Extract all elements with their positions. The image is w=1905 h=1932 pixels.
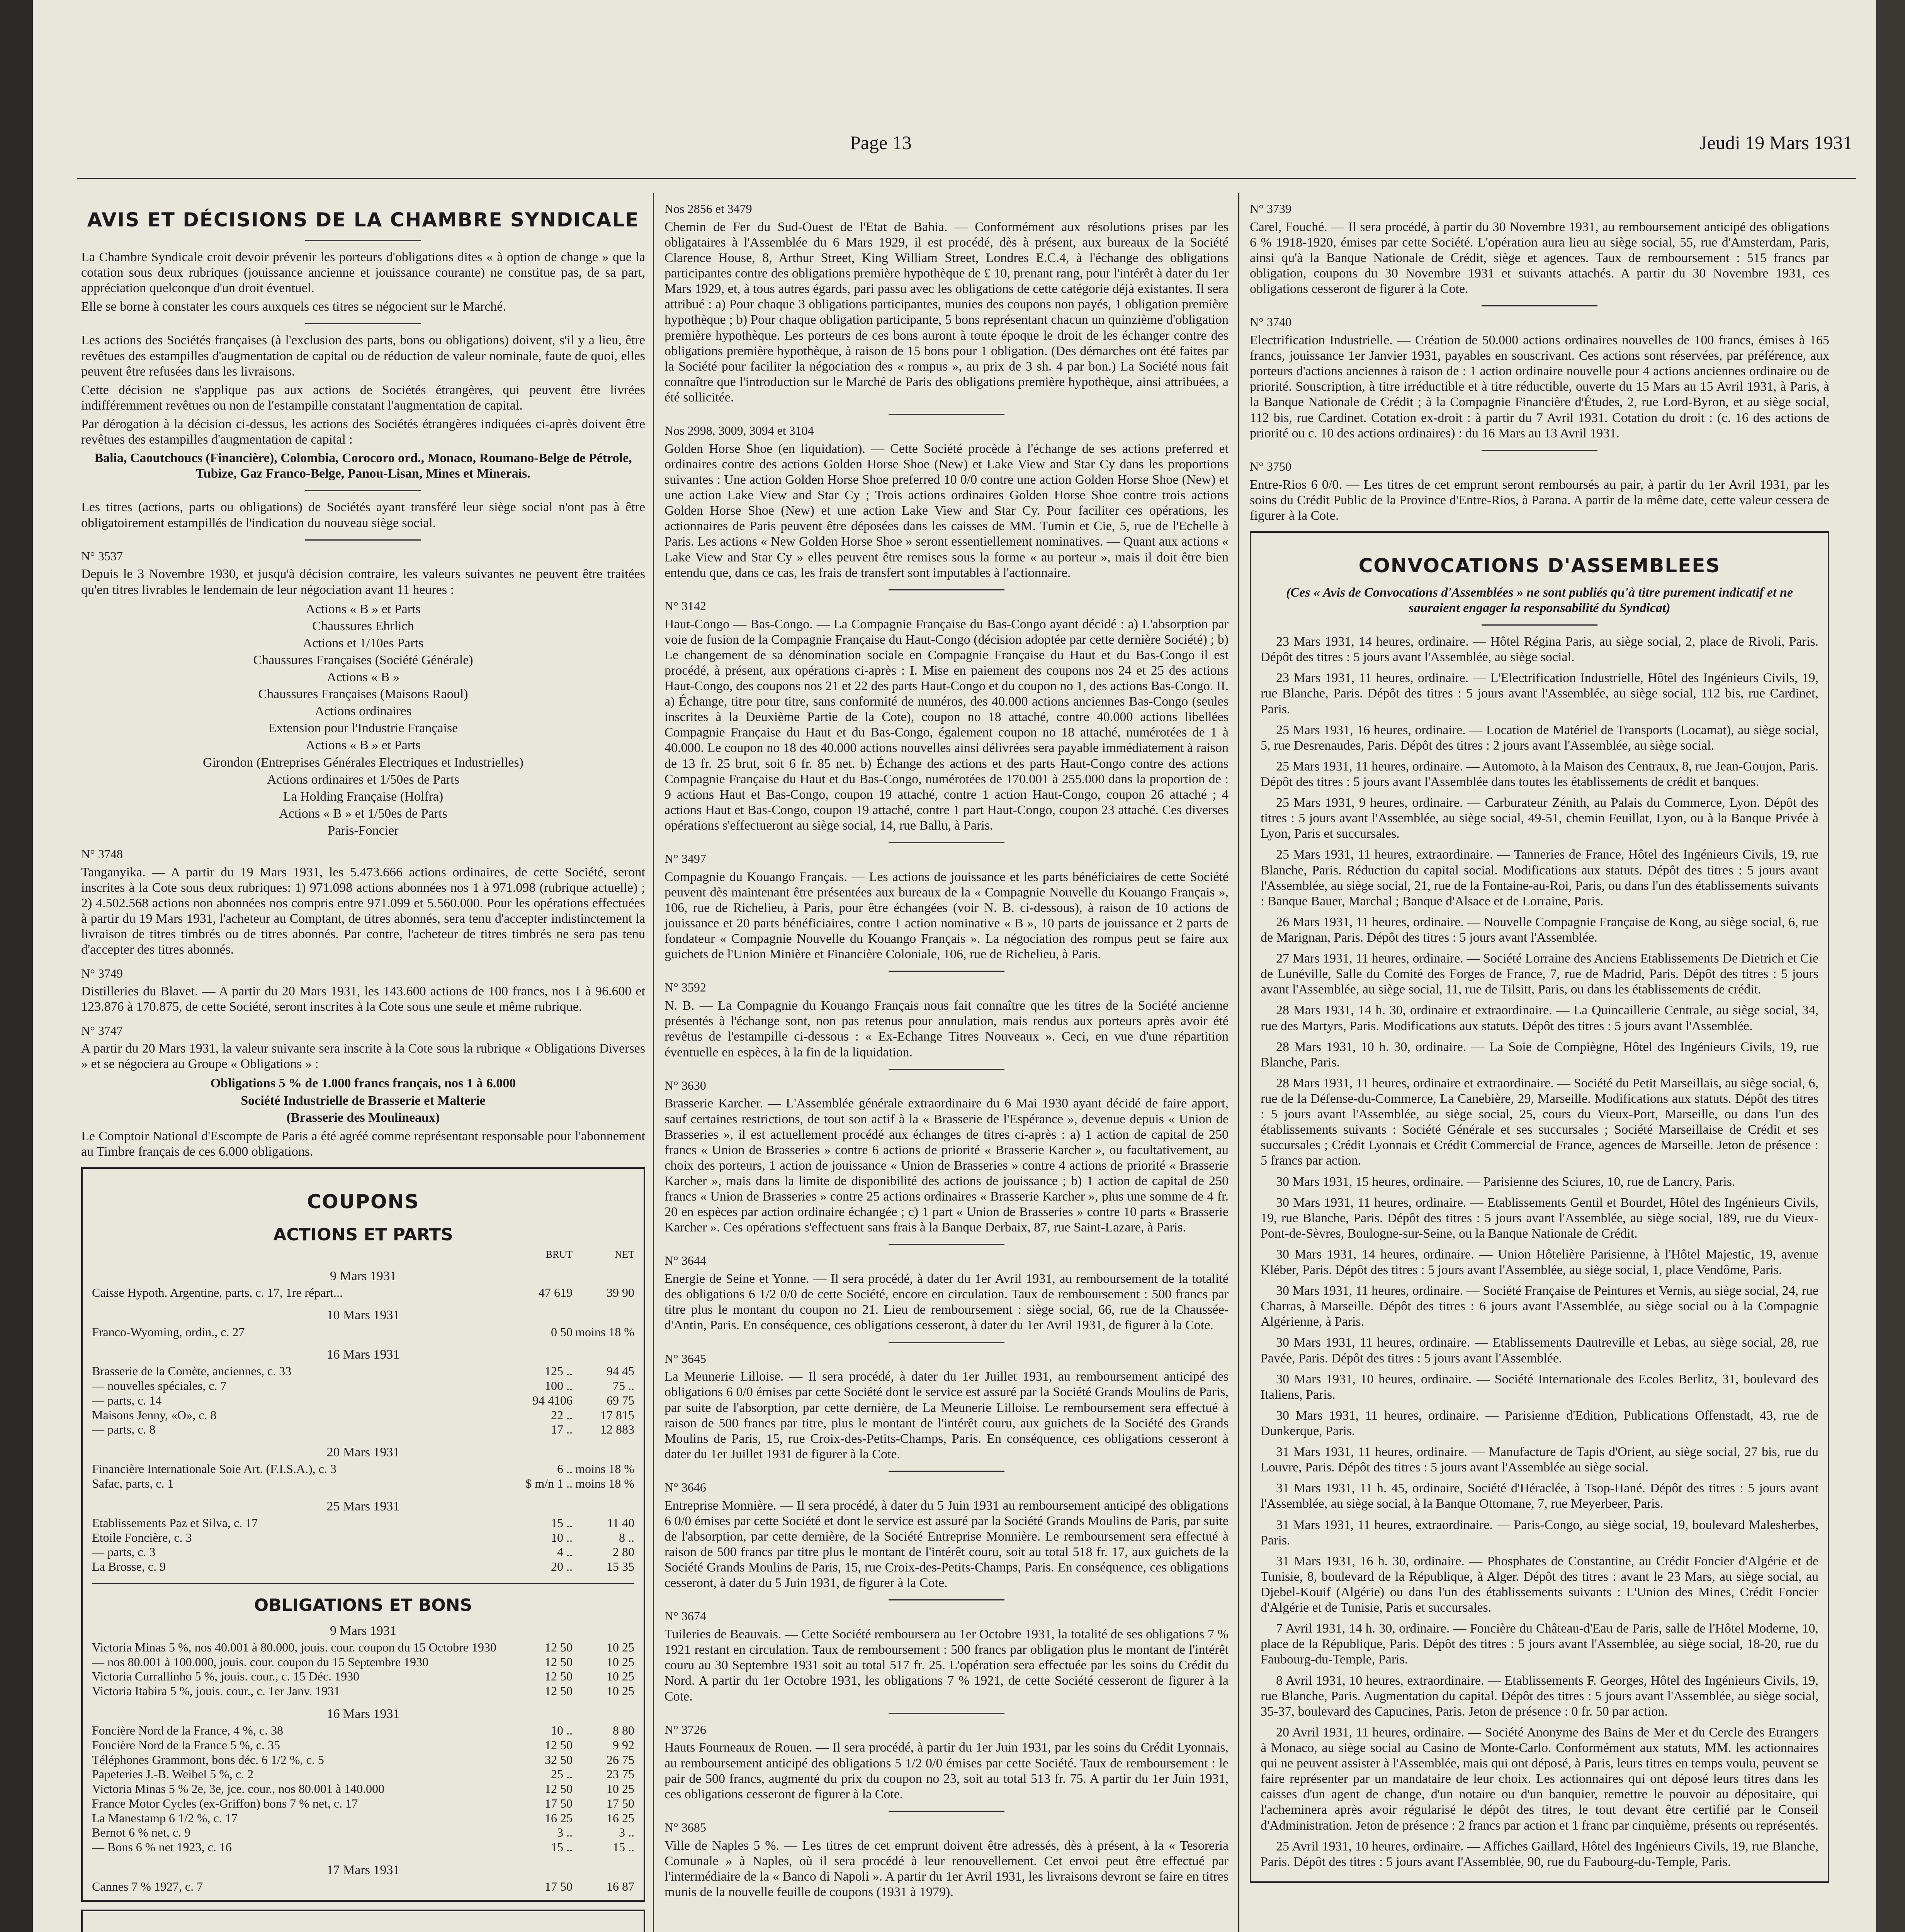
table-row — [92, 1560, 634, 1574]
coupon-net: 3 .. — [619, 1825, 634, 1840]
coupon-brut: 0 50 — [551, 1325, 573, 1339]
coupon-brut: 125 .. — [545, 1364, 573, 1378]
coupon-name: Caisse Hypoth. Argentine, parts, c. 17, 1re répart... — [92, 1285, 343, 1299]
paragraph: Distilleries du Blavet. — A partir du 20 Mars 1931, les 143.600 actions de 100 francs, nos 1 à 96.600 et 123.876 à 170.875, de cette Société, seront inscrites à la Cote sous une seule et même rubrique. — [81, 984, 645, 1014]
header-rule — [77, 178, 1856, 179]
list-line: Chaussures Ehrlich — [312, 619, 414, 633]
notice-text: Carel, Fouché. — Il sera procédé, à partir du 30 Novembre 1931, au remboursement anticipé des obligations 6 % 1918-1920, émises par cette Société. L'opération aura lieu au siège social, 55, rue d'Amsterdam, Paris, ainsi qu'à la Banque Nationale de Crédit, siège et agences. Taux de remboursement : 515 francs par obligation, coupons du 30 Novembre 1931 et suivants attachés. A partir du 30 Novembre 1931, ces obligations cesseront de figurer à la Cote. — [1250, 219, 1829, 296]
coupon-name: Foncière Nord de la France 5 %, c. 35 — [92, 1738, 280, 1752]
coupon-net: moins 18 % — [575, 1476, 634, 1491]
divider — [305, 240, 421, 241]
divider — [889, 842, 1004, 843]
coupon-net: 75 .. — [613, 1379, 634, 1393]
coupon-date: 16 Mars 1931 — [326, 1347, 400, 1362]
coupon-column-headers — [92, 1249, 634, 1261]
coupon-brut: 10 .. — [551, 1530, 573, 1544]
notice-number: N° 3726 — [664, 1722, 706, 1736]
coupon-name: Cannes 7 % 1927, c. 7 — [92, 1879, 203, 1893]
coupon-net: 23 75 — [607, 1767, 634, 1781]
convocation-item: 25 Mars 1931, 16 heures, ordinaire. — Location de Matériel de Transports (Locamat), au siège social, 5, rue Desrenaudes, Paris. Dépôt des titres : 2 jours avant l'Assemblée, au siège social. — [1261, 723, 1818, 753]
coupon-brut: 25 .. — [551, 1767, 573, 1781]
coupon-net: 8 80 — [613, 1723, 634, 1738]
table-row — [92, 1516, 634, 1531]
list-line: Actions « B » — [327, 670, 399, 685]
coupon-brut: 17 .. — [551, 1422, 573, 1437]
divider — [889, 1713, 1004, 1714]
notice-number: N° 3740 — [1250, 315, 1292, 329]
convocation-item: 23 Mars 1931, 11 heures, ordinaire. — L'Electrification Industrielle, Hôtel des Ingénieurs Civils, 19, rue Blanche, Paris. Dépôt des titres : 5 jours avant l'Assemblée, au siège social, 112 bis, rue Cardinet, Paris. — [1261, 671, 1818, 716]
divider — [92, 1583, 634, 1584]
column-2 — [664, 193, 1229, 1903]
table-row — [92, 1408, 634, 1423]
coupons-box — [81, 1167, 645, 1902]
divider — [889, 414, 1004, 415]
coupon-brut: 12 50 — [545, 1669, 573, 1684]
list-line: La Holding Française (Holfra) — [283, 789, 444, 804]
table-row — [92, 1531, 634, 1545]
list-line: Actions « B » et Parts — [306, 738, 421, 753]
column-1 — [81, 193, 645, 1932]
list-line: Paris-Foncier — [328, 823, 399, 838]
coupon-name: Téléphones Grammont, bons déc. 6 1/2 %, c. 5 — [92, 1752, 324, 1767]
coupon-net: 11 40 — [607, 1515, 634, 1530]
convocation-item: 31 Mars 1931, 11 heures, ordinaire. — Manufacture de Tapis d'Orient, au siège social, 27 bis, rue du Louvre, Paris. Dépôt des titres : 5 jours avant l'Assemblée au siège social. — [1261, 1445, 1818, 1475]
coupon-brut: 12 50 — [545, 1655, 573, 1669]
notice-text: N. B. — La Compagnie du Kouango Français nous fait connaître que les titres de la Société ancienne présentés à l'échange sont, non pas retenus pour annulation, mais rendus aux porteurs après avoir été revêtus de l'estampille ci-dessous : « Ex-Echange Titres Nouveaux ». Ceci, en vue d'une répartition éventuelle en espèces, à la fin de la liquidation. — [664, 998, 1229, 1060]
table-row — [92, 1393, 634, 1408]
coupon-brut: 4 .. — [557, 1545, 573, 1559]
coupon-net: 10 25 — [607, 1669, 634, 1684]
convocation-item: 28 Mars 1931, 11 heures, ordinaire et extraordinaire. — Société du Petit Marseillais, au siège social, 6, rue de la Défense-du-Commerce, La Canebière, 29, Marseille. Modifications aux statuts. Dépôt des titres : 5 jours avant l'Assemblée, au siège social, 25, cours du Vieux-Port, Marseille, ou dans l'un des établissements suivants : Société Générale et ses succursales ; Société Marseillaise de Crédit et ses succursales ; Crédit Lyonnais et Crédit Commercial de France, agences de Marseille. Jeton de présence : 5 francs par action. — [1261, 1076, 1818, 1168]
list-line: Actions « B » et Parts — [306, 602, 421, 616]
coupon-date: 16 Mars 1931 — [326, 1706, 400, 1721]
column-3 — [1250, 193, 1829, 1891]
coupon-brut: 10 .. — [551, 1723, 573, 1738]
page-header — [46, 131, 1883, 162]
divider — [305, 490, 421, 491]
paragraph: Cette décision ne s'applique pas aux actions de Sociétés étrangères, qui peuvent être livrées indifféremment revêtues ou non de l'estampille constatant l'augmentation de capital. — [81, 383, 645, 413]
intro-block — [81, 250, 645, 315]
divider — [1482, 305, 1597, 306]
convocation-item: 25 Mars 1931, 11 heures, ordinaire. — Automoto, à la Maison des Centraux, 8, rue Jean-Goujon, Paris. Dépôt des titres : 5 jours avant l'Assemblée dans toutes les établissements de crédit et banques. — [1261, 759, 1818, 789]
table-row — [92, 1545, 634, 1560]
divider — [889, 1599, 1004, 1600]
list-line: Chaussures Françaises (Société Générale) — [253, 653, 473, 667]
coupon-net: 2 80 — [613, 1545, 634, 1559]
divider — [889, 971, 1004, 972]
convocations-list — [1261, 634, 1818, 1870]
notice-text: La Meunerie Lilloise. — Il sera procédé, à dater du 1er Juillet 1931, au remboursement anticipé des obligations 6 0/0 émises par cette Société dont le service est assuré par la Société Grands Moulins de Paris, par suite de l'absorption, par cette dernière, de La Meunerie Lilloise. Le remboursement sera effectué à raison de 500 francs par titre, plus le montant de l'intérêt couru, aux guichets de la Société des Grands Moulins de Paris, 15, rue Croix-des-Petits-Champs, Paris. En conséquence, ces obligations cesseront à dater du 1er Juillet 1931 de figurer à la Cote. — [664, 1369, 1229, 1461]
coupon-date: 9 Mars 1931 — [330, 1623, 396, 1638]
paragraph: La Chambre Syndicale croit devoir prévenir les porteurs d'obligations dites « à option de change » que la cotation sous deux rubriques (jouissance ancienne et jouissance courante) ne constitue pas, de sa part, appréciation quelconque d'un droit éventuel. — [81, 250, 645, 296]
convocation-item: 28 Mars 1931, 14 h. 30, ordinaire et extraordinaire. — La Quincaillerie Centrale, au siège social, 34, rue des Martyrs, Paris. Modifications aux statuts. Dépôt des titres : 5 jours avant l'Assemblée. — [1261, 1003, 1818, 1033]
value-list — [81, 602, 645, 839]
coupon-net: 16 25 — [607, 1811, 634, 1825]
coupon-brut: 94 4106 — [532, 1393, 573, 1407]
table-row — [92, 1669, 634, 1684]
notice-number: N° 3748 — [81, 847, 123, 861]
paragraph: Depuis le 3 Novembre 1930, et jusqu'à décision contraire, les valeurs suivantes ne peuvent être traitées qu'en titres livrables le lendemain de leur négociation avant 11 heures : — [81, 567, 645, 597]
coupon-name: France Motor Cycles (ex-Griffon) bons 7 % net, c. 17 — [92, 1796, 358, 1810]
convocation-item: 30 Mars 1931, 10 heures, ordinaire. — Société Internationale des Ecoles Berlitz, 31, boulevard des Italiens, Paris. — [1261, 1372, 1818, 1402]
convocation-item: 25 Mars 1931, 11 heures, extraordinaire. — Tanneries de France, Hôtel des Ingénieurs Civils, 19, rue Blanche, Paris. Réduction du capital social. Modifications aux statuts. Dépôt des titres : 5 jours avant l'Assemblée, au siège social, 21, rue de la Fontaine-au-Roi, Paris, ou dans l'un des établissements suivants : Banque Bauer, Marchal ; Banque d'Alsace et de Lorraine, Paris. — [1261, 847, 1818, 908]
table-row — [92, 1796, 634, 1811]
notice-text: Compagnie du Kouango Français. — Les actions de jouissance et les parts bénéficiaires de cette Société peuvent dès maintenant être présentées aux bureaux de la « Compagnie Nouvelle du Kouango Français », 106, rue de Richelieu, à Paris, pour être échangées (voir N. B. ci-dessous), à raison de 10 actions de jouissance et 20 parts bénéficiaires, contre 1 action nominative « B », 10 parts de jouissance et 2 parts de fondateur « Compagnie Nouvelle du Kouango Français ». La négociation des rompus peut se faire aux guichets de l'Union Minière et Financière Coloniale, 106, rue de Richelieu, à Paris. — [664, 869, 1229, 962]
coupon-brut: 3 .. — [557, 1825, 573, 1840]
notice-number: N° 3497 — [664, 852, 706, 866]
coupon-name: Papeteries J.-B. Weibel 5 %, c. 2 — [92, 1767, 254, 1781]
column-divider — [653, 193, 654, 1932]
coupon-name: Franco-Wyoming, ordin., c. 27 — [92, 1325, 245, 1339]
coupon-net: 12 883 — [600, 1422, 634, 1437]
table-row — [92, 1767, 634, 1782]
list-line: (Brasserie des Moulineaux) — [286, 1110, 440, 1125]
scan-left-edge — [0, 0, 33, 1932]
table-row — [92, 1723, 634, 1738]
coupon-net: 17 50 — [607, 1796, 634, 1810]
table-row — [92, 1364, 634, 1379]
coupon-date: 17 Mars 1931 — [326, 1862, 400, 1877]
coupon-net: 10 25 — [607, 1684, 634, 1698]
coupon-brut: 17 50 — [545, 1796, 573, 1810]
coupon-net: moins 18 % — [575, 1462, 634, 1476]
convocation-item: 25 Mars 1931, 9 heures, ordinaire. — Carburateur Zénith, au Palais du Commerce, Lyon. Dépôt des titres : 5 jours avant l'Assemblée, au siège social, 49-51, chemin Feuillat, Lyon, ou à la Banque Privée à Lyon, Paris et succursales. — [1261, 796, 1818, 841]
convocations-box — [1250, 531, 1829, 1883]
notice-number: N° 3592 — [664, 980, 706, 995]
coupon-net: 10 25 — [607, 1640, 634, 1654]
notice-number: N° 3645 — [664, 1351, 706, 1366]
coupon-brut: $ m/n 1 .. — [525, 1476, 573, 1491]
list-line: Actions ordinaires et 1/50es de Parts — [267, 772, 459, 787]
paragraph: Tanganyika. — A partir du 19 Mars 1931, les 5.473.666 actions ordinaires, de cette Société, seront inscrites à la Cote sous deux rubriques: 1) 971.098 actions abonnées nos 1 à 971.098 (rubrique actuelle) ; 2) 4.502.568 actions non abonnées nos compris entre 971.099 et 5.560.000. Pour les opérations effectuées à partir du 19 Mars 1931, l'acheteur au Comptant, de titres abonnés, sera tenu d'accepter indistinctement la livraison de titres timbrés ou de titres abonnés. Par contre, l'acheteur de titres timbrés ne sera pas tenu d'accepter des titres abonnés. — [81, 865, 645, 957]
coupon-brut: 32 50 — [545, 1752, 573, 1767]
coupon-name: Victoria Minas 5 % 2e, 3e, jce. cour., nos 80.001 à 140.000 — [92, 1782, 385, 1796]
obligations-list — [92, 1623, 634, 1894]
coupon-net: 69 75 — [607, 1393, 634, 1407]
divider — [1482, 450, 1597, 451]
paragraph: A partir du 20 Mars 1931, la valeur suivante sera inscrite à la Cote sous la rubrique « Obligations Diverses » et se négociera au Groupe « Obligations » : — [81, 1041, 645, 1071]
notice-number: N° 3630 — [664, 1078, 706, 1092]
notices-list — [1250, 202, 1829, 524]
coupon-date: 25 Mars 1931 — [326, 1499, 400, 1514]
divider — [889, 1811, 1004, 1812]
divider — [889, 1244, 1004, 1245]
list-line: Actions et 1/10es Parts — [302, 636, 424, 650]
paragraph: Le Comptoir National d'Escompte de Paris a été agréé comme représentant responsable pour l'abonnement au Timbre français de ces 6.000 obligations. — [81, 1129, 645, 1159]
table-row — [92, 1684, 634, 1699]
convocation-item: 31 Mars 1931, 11 heures, extraordinaire. — Paris-Congo, au siège social, 19, boulevard Malesherbes, Paris. — [1261, 1517, 1818, 1548]
coupon-name: Financière Internationale Soie Art. (F.I.S.A.), c. 3 — [92, 1462, 336, 1476]
coupon-net: 15 35 — [607, 1560, 634, 1574]
table-row — [92, 1840, 634, 1855]
coupon-brut: 16 25 — [545, 1811, 573, 1825]
convocation-item: 20 Avril 1931, 11 heures, ordinaire. — Société Anonyme des Bains de Mer et du Cercle des Etrangers à Monaco, au siège social au Casino de Monte-Carlo. Conformément aux statuts, MM. les actionnaires qui ne peuvent assister à l'Assemblée, mais qui ont déposé, à Paris, leurs titres en temps voulu, peuvent se faire représenter par un mandataire de leur choix. Les actionnaires qui ont déposé leurs titres dans les caisses d'un agent de change, d'un notaire ou d'un banquier, remettre le pouvoir au dépositaire, qui l'acheminera après avoir régularisé le dépôt des titres, le tout devant être certifié par le Conseil d'Administration. Jeton de présence : 2 francs par action et 1 franc par cinquième, présents ou représentés. — [1261, 1725, 1818, 1833]
notice-text: Energie de Seine et Yonne. — Il sera procédé, à dater du 1er Avril 1931, au remboursement de la totalité des obligations 6 1/2 0/0 de cette Société, encore en circulation. Taux de remboursement : 500 francs par titre plus le montant du coupon no 21. Lieu de remboursement : siège social, 66, rue de la Chaussée-d'Antin, Paris. En conséquence, ces obligations cesseront, à dater du 1er Avril 1931, de figurer à la Cote. — [664, 1272, 1229, 1333]
value-list — [81, 1076, 645, 1125]
coupon-name: — parts, c. 3 — [92, 1545, 156, 1559]
notice-text: Brasserie Karcher. — L'Assemblée générale extraordinaire du 6 Mai 1930 ayant décidé de faire apport, sauf certaines restrictions, de tout son actif à la « Brasserie de l'Espérance », devenue depuis « Union de Brasseries », il est actuellement procédé aux échanges de titres ci-après : a) 1 action de capital de 250 francs « Union de Brasseries » contre 6 actions de priorité « Brasserie Karcher », ou facultativement, au choix des porteurs, 1 action de jouissance « Union de Brasseries » contre 4 actions de priorité « Brasserie Karcher », mais dans la limite de disponibilité des actions de jouissance ; b) 1 action de capital de 250 francs « Union de Brasseries » contre 25 actions ordinaires « Brasserie Karcher », plus une somme de 4 fr. 20 en espèces par action ordinaire échangée ; c) 1 part « Union de Brasseries » contre 10 parts « Brasserie Karcher ». Ces opérations s'effectuent sans frais à la Banque Derbaix, 87, rue Saint-Lazare, à Paris. — [664, 1096, 1229, 1235]
table-row — [92, 1476, 634, 1491]
actions-parts-title: ACTIONS ET PARTS — [273, 1225, 453, 1245]
table-row — [92, 1325, 634, 1340]
coupon-name: Brasserie de la Comète, anciennes, c. 33 — [92, 1364, 292, 1378]
divider — [889, 589, 1004, 590]
coupon-brut: 22 .. — [551, 1408, 573, 1422]
coupon-date: 10 Mars 1931 — [326, 1308, 400, 1323]
notice-number: Nos 2856 et 3479 — [664, 202, 752, 216]
coupon-net: 94 45 — [607, 1364, 634, 1378]
notice-number: Nos 2998, 3009, 3094 et 3104 — [664, 423, 814, 438]
coupon-name: Bernot 6 % net, c. 9 — [92, 1825, 191, 1840]
notice-number: N° 3674 — [664, 1609, 706, 1623]
obligations-title: OBLIGATIONS ET BONS — [254, 1595, 472, 1615]
coupon-brut: 20 .. — [551, 1560, 573, 1574]
paragraph: Par dérogation à la décision ci-dessus, les actions des Sociétés étrangères indiquées ci-après doivent être revêtues des estampilles d'augmentation de capital : — [81, 417, 645, 447]
table-row — [92, 1379, 634, 1393]
coupon-net: 17 815 — [600, 1408, 634, 1422]
coupon-net: 10 25 — [607, 1782, 634, 1796]
convocation-item: 30 Mars 1931, 11 heures, ordinaire. — Etablissements Dautreville et Lebas, au siège social, 28, rue Pavée, Paris. Dépôt des titres : 5 jours avant l'Assemblée. — [1261, 1335, 1818, 1366]
paragraph: Les titres (actions, parts ou obligations) de Sociétés ayant transféré leur siège social n'ont pas à être obligatoirement estampillés de l'indication du nouveau siège social. — [81, 500, 645, 530]
coupon-name: Victoria Minas 5 %, nos 40.001 à 80.000, jouis. cour. coupon du 15 Octobre 1930 — [92, 1640, 496, 1654]
notice-number: N° 3537 — [81, 549, 123, 563]
coupon-brut: 15 .. — [551, 1840, 573, 1854]
convocation-item: 30 Mars 1931, 15 heures, ordinaire. — Parisienne des Sciures, 10, rue de Lancry, Paris. — [1276, 1174, 1735, 1189]
brut-header: BRUT — [545, 1248, 573, 1260]
coupon-brut: 100 .. — [545, 1379, 573, 1393]
divider — [889, 1471, 1004, 1472]
table-row — [92, 1753, 634, 1767]
column-divider — [1238, 193, 1239, 1932]
convocation-item: 27 Mars 1931, 11 heures, ordinaire. — Société Lorraine des Anciens Etablissements De Dietrich et Cie de Lunéville, Salle du Comité des Forges de France, 7, rue de Madrid, Paris. Dépôt des titres : 5 jours avant l'Assemblée, au siège social, 11, rue de Tilsitt, Paris, ou dans les établissements de crédit. — [1261, 951, 1818, 997]
notice-text: Golden Horse Shoe (en liquidation). — Cette Société procède à l'échange de ses actions preferred et ordinaires contre des actions Golden Horse Shoe (New) et Lake View and Star Cy dans les proportions suivantes : Une action Golden Horse Shoe preferred 10 0/0 contre une action Golden Horse Shoe (New) et une action Lake View and Star Cy ; Trois actions ordinaires Golden Horse Shoe contre trois actions Golden Horse Shoe (New) et une action Lake View and Star Cy. Pour faciliter ces opérations, les actionnaires de Paris peuvent être déposées dans les caisses de MM. Tumin et Cie, 5, rue de l'Echelle à Paris. Les actions « New Golden Horse Shoe » seront essentiellement nominatives. — Quant aux actions « Lake View and Star Cy » elles peuvent être remises sous la forme « au porteur », mais il doit être bien entendu que, dans ce cas, les frais de transfert sont imputables à l'actionnaire. — [664, 441, 1229, 580]
coupon-name: — Bons 6 % net 1923, c. 16 — [92, 1840, 232, 1854]
list-line: Chaussures Françaises (Maisons Raoul) — [258, 687, 468, 702]
coupon-name: Maisons Jenny, «O», c. 8 — [92, 1408, 217, 1422]
notice-number: N° 3749 — [81, 966, 123, 980]
convocation-item: 30 Mars 1931, 11 heures, ordinaire. — Parisienne d'Edition, Publications Offenstadt, 43, rue de Dunkerque, Paris. — [1261, 1408, 1818, 1439]
coupons-title: COUPONS — [307, 1190, 420, 1213]
notice-number: N° 3739 — [1250, 202, 1292, 216]
table-row — [92, 1462, 634, 1476]
coupon-net: 26 75 — [607, 1752, 634, 1767]
notice-number: N° 3750 — [1250, 459, 1292, 473]
notice-text: Hauts Fourneaux de Rouen. — Il sera procédé, à partir du 1er Juin 1931, par les soins du Crédit Lyonnais, au remboursement anticipé des obligations 5 1/2 0/0 émises par cette Société. Taux de remboursement : le pair de 500 francs, augmenté du prix du coupon no 23, soit au total 513 fr. 75. A partir du 1er Juin 1931, ces obligations cesseront de figurer à la Cote. — [664, 1740, 1229, 1801]
coupon-name: Safac, parts, c. 1 — [92, 1476, 174, 1491]
coupon-net: 15 .. — [613, 1840, 634, 1854]
table-row — [92, 1782, 634, 1796]
list-line: Obligations 5 % de 1.000 francs français, nos 1 à 6.000 — [210, 1076, 516, 1091]
coupon-brut: 47 619 — [539, 1285, 573, 1299]
list-line: Extension pour l'Industrie Française — [268, 721, 458, 736]
coupon-brut: 12 50 — [545, 1684, 573, 1698]
list-line: Girondon (Entreprises Générales Electriques et Industrielles) — [203, 755, 523, 770]
table-row — [92, 1825, 634, 1840]
divider — [889, 1342, 1004, 1343]
avis-societes-box — [81, 1910, 645, 1932]
table-row — [92, 1879, 634, 1894]
convocation-item: 30 Mars 1931, 11 heures, ordinaire. — Société Française de Peintures et Vernis, au siège social, 24, rue Charras, à Marseille. Dépôt des titres : 6 jours avant l'Assemblée, au siège social ou à la Compagnie Algérienne, à Paris. — [1261, 1284, 1819, 1329]
table-row — [92, 1811, 634, 1826]
coupon-brut: 6 .. — [557, 1462, 573, 1476]
notice-text: Haut-Congo — Bas-Congo. — La Compagnie Française du Bas-Congo ayant décidé : a) L'absorption par voie de fusion de la Compagnie Française du Haut-Congo (décision adoptée par cette dernière Société) ; b) Le changement de sa dénomination sociale en Compagnie Française du Haut et du Bas-Congo il est procédé, à présent, aux opérations ci-après : I. Mise en paiement des coupons nos 24 et 25 des actions Haut-Congo, des coupons nos 21 et 22 des parts Haut-Congo et du coupon no 1, des actions Bas-Congo. II. a) Échange, titre pour titre, sans conformité de numéros, des 40.000 actions anciennes Bas-Congo (seules inscrites à la Deuxième Partie de la Cote), coupon no 18 attaché, contre 40.000 actions libellées Compagnie Française du Haut et du Bas-Congo, également coupon no 18 attaché, numérotées de 1 à 40.000. Le coupon no 18 des 40.000 actions nouvelles ainsi délivrées sera payable immédiatement à raison de 13 fr. 25 brut, soit 6 fr. 85 net. b) Échange des actions et des parts Haut-Congo contre des actions Compagnie Française du Haut et du Bas-Congo, numérotées de 170.001 à 255.000 dans la proportion de : 9 actions Haut et Bas-Congo, coupon 19 attaché, contre 1 action Haut-Congo, coupon 26 attaché ; 4 actions Haut et Bas-Congo, coupon 19 attaché, contre 1 part Haut-Congo, coupon 23 attaché. Ces diverses opérations s'effectueront au siège social, 14, rue Ballu, à Paris. — [664, 617, 1229, 833]
convocation-item: 25 Avril 1931, 10 heures, ordinaire. — Affiches Gaillard, Hôtel des Ingénieurs Civils, 19, rue Blanche, Paris. Dépôt des titres : 5 jours avant l'Assemblée, 90, rue du Faubourg-du-Temple, Paris. — [1261, 1839, 1818, 1869]
newspaper-page — [46, 23, 1883, 1932]
table-row — [92, 1286, 634, 1300]
coupon-net: 9 92 — [613, 1738, 634, 1752]
convocation-item: 31 Mars 1931, 16 h. 30, ordinaire. — Phosphates de Constantine, au Crédit Foncier d'Algérie et de Tunisie, 8, boulevard de la République, à Alger. Dépôt des titres : avant le 23 Mars, au siège social, au Djebel-Kouif (Algérie) ou dans l'un des établissements suivants : L'Union des Mines, Crédit Foncier d'Algérie et de Tunisie, Paris et succursales. — [1261, 1554, 1818, 1615]
list-line: Société Industrielle de Brasserie et Malterie — [241, 1093, 486, 1108]
table-row — [92, 1738, 634, 1753]
coupon-date: 20 Mars 1931 — [326, 1445, 400, 1460]
notice-text: Entreprise Monnière. — Il sera procédé, à dater du 5 Juin 1931 au remboursement anticipé des obligations 6 0/0 émises par cette Société et dont le service est assuré par la Société Grands Moulins de Paris, par suite de l'absorption, par cette dernière, de la Société Entreprise Monnière. Le remboursement sera effectué à raison de 500 francs par titre plus le montant de l'intérêt couru, soit au total 518 fr. 17, aux guichets de la Société Grands Moulins de Paris, 15, rue Croix-des-Petits-Champs, Paris. En conséquence, ces obligations cesseront, à dater du 5 Juin 1931, de figurer à la Cote. — [664, 1498, 1229, 1590]
list-line: Actions « B » et 1/50es de Parts — [279, 806, 447, 821]
societes-list: Balia, Caoutchoucs (Financière), Colombia, Corocoro ord., Monaco, Roumano-Belge de Pétrole, Tubize, Gaz Franco-Belge, Panou-Lisan, Mines et Minerais. — [94, 451, 632, 481]
convocation-item: 7 Avril 1931, 14 h. 30, ordinaire. — Foncière du Château-d'Eau de Paris, salle de l'Hôtel Moderne, 10, place de la République, Paris. Dépôt des titres : 5 jours avant l'Assemblée, au siège social, 18-20, rue du Faubourg-du-Temple, Paris. — [1261, 1621, 1818, 1667]
divider — [305, 323, 421, 324]
coupon-brut: 15 .. — [551, 1515, 573, 1530]
notice-number: N° 3142 — [664, 599, 706, 613]
divider — [1482, 624, 1597, 626]
coupon-net: 39 90 — [607, 1285, 634, 1299]
convocations-title: CONVOCATIONS D'ASSEMBLEES — [1358, 554, 1721, 577]
coupon-name: Victoria Itabira 5 %, jouis. cour., c. 1er Janv. 1931 — [92, 1684, 340, 1698]
divider — [305, 539, 421, 541]
notice-number: N° 3747 — [81, 1023, 123, 1037]
convocation-item: 23 Mars 1931, 14 heures, ordinaire. — Hôtel Régina Paris, au siège social, 2, place de Rivoli, Paris. Dépôt des titres : 5 jours avant l'Assemblée, au siège social. — [1261, 634, 1818, 665]
table-row — [92, 1640, 634, 1655]
coupon-date: 9 Mars 1931 — [330, 1269, 396, 1283]
page-number: Page 13 — [850, 132, 912, 153]
convocation-item: 8 Avril 1931, 10 heures, extraordinaire. — Etablissements F. Georges, Hôtel des Ingénieurs Civils, 19, rue Blanche, Paris. Augmentation du capital. Dépôt des titres : 5 jours avant l'Assemblée, au siège social, 35-37, boulevard des Capucines, Paris. Jeton de présence : 0 fr. 50 par action. — [1261, 1673, 1818, 1719]
net-header: NET — [615, 1248, 634, 1260]
notice-number: N° 3646 — [664, 1480, 706, 1494]
convocation-item: 26 Mars 1931, 11 heures, ordinaire. — Nouvelle Compagnie Française de Kong, au siège social, 6, rue de Marignan, Paris. Dépôt des titres : 5 jours avant l'Assemblée. — [1261, 915, 1818, 945]
notice-text: Electrification Industrielle. — Création de 50.000 actions ordinaires nouvelles de 100 francs, émises à 165 francs, jouissance 1er Janvier 1931, payables en souscrivant. Ces actions sont réservées, par préférence, aux porteurs d'actions anciennes à raison de : 1 action ordinaire nouvelle pour 4 actions anciennes ordinaire ou de priorité. Souscription, à titre irréductible et à titre réductible, ouverte du 15 Mars au 15 Avril 1931, à Paris, à la Banque Nationale de Crédit ; à la Compagnie Financière d'Études, 2, rue Lord-Byron, et au siège social, 112 bis, rue Cardinet. Cotation ex-droit : à partir du 7 Avril 1931. Cotation du droit : (c. 16 des actions de priorité ou c. 10 des actions ordinaires) : du 16 Mars au 13 Avril 1931. — [1250, 333, 1829, 440]
notice-text: Tuileries de Beauvais. — Cette Société remboursera au 1er Octobre 1931, la totalité de ses obligations 7 % 1921 restant en circulation. Taux de remboursement : 500 francs par obligation plus le montant de l'intérêt couru au 30 Septembre 1931 soit au total 517 fr. 25. L'opération sera effectuée par les soins du Crédit du Nord. A partir du 1er Octobre 1931, les obligations 7 % 1921, de cette Société cesseront de figurer à la Cote. — [664, 1627, 1229, 1704]
convocation-item: 28 Mars 1931, 10 h. 30, ordinaire. — La Soie de Compiègne, Hôtel des Ingénieurs Civils, 19, rue Blanche, Paris. — [1261, 1039, 1818, 1070]
notice-text: Entre-Rios 6 0/0. — Les titres de cet emprunt seront remboursés au pair, à partir du 1er Avril 1931, par les soins du Crédit Public de la Province d'Entre-Rios, à Parana. A partir de la même date, cette valeur cessera de figurer à la Cote. — [1250, 477, 1829, 523]
coupon-net: 8 .. — [619, 1530, 634, 1544]
coupons-list — [92, 1269, 634, 1574]
coupon-name: — nouvelles spéciales, c. 7 — [92, 1379, 227, 1393]
notice-number: N° 3644 — [664, 1253, 706, 1268]
notice-text: Chemin de Fer du Sud-Ouest de l'Etat de Bahia. — Conformément aux résolutions prises par les obligataires à l'Assemblée du 6 Mars 1929, il est procédé, dès à présent, aux bureaux de la Société Clarence House, 8, Arthur Street, King William Street, Londres E.C.4, à l'échange des obligations participantes contre des obligations première hypothèque de £ 10, prenant rang, pour l'intérêt à dater du 1er Mars 1929, et, à tous autres égards, pari passu avec les obligations de cette catégorie déjà existantes. Il sera attribué : a) Pour chaque 3 obligations participantes, munies des coupons non payés, 1 obligation première hypothèque ; b) Pour chaque obligation participante, 5 bons représentant chacun un quinzième d'obligation première hypothèque. Les porteurs de ces bons auront à toute époque le droit de les échanger contre des obligations première hypothèque, à raison de 15 bons pour 1 obligation. (Des démarches ont été faites par la Société pour faciliter la négociation des « rompus », au prix de 3 sh. 4 par bon.) La Société nous fait connaître que l'introduction sur le Marché de Paris des obligations première hypothèque, ainsi attribuées, a été sollicitée. — [664, 219, 1229, 405]
coupon-name: — parts, c. 14 — [92, 1393, 162, 1407]
table-row — [92, 1655, 634, 1670]
coupon-brut: 12 50 — [545, 1782, 573, 1796]
coupon-net: 10 25 — [607, 1655, 634, 1669]
list-line: Actions ordinaires — [314, 704, 412, 719]
convocation-item: 31 Mars 1931, 11 h. 45, ordinaire, Société d'Héraclée, à Tsop-Hané. Dépôt des titres : 5 jours avant l'Assemblée, au siège social, à la Banque Ottomane, 7, rue Meyerbeer, Paris. — [1261, 1481, 1818, 1511]
coupon-name: Etablissements Paz et Silva, c. 17 — [92, 1515, 258, 1530]
coupon-name: — parts, c. 8 — [92, 1422, 156, 1437]
convocations-note: (Ces « Avis de Convocations d'Assemblées » ne sont publiés qu'à titre purement indicatif et ne sauraient engager la responsabilité du Syndicat) — [1286, 585, 1793, 615]
coupon-net: 16 87 — [607, 1879, 634, 1893]
coupon-brut: 12 50 — [545, 1640, 573, 1654]
table-row — [92, 1422, 634, 1437]
coupon-net: moins 18 % — [575, 1325, 634, 1339]
avis-chambre-title: AVIS ET DÉCISIONS DE LA CHAMBRE SYNDICALE — [87, 209, 639, 231]
coupon-name: La Manestamp 6 1/2 %, c. 17 — [92, 1811, 238, 1825]
page-date: Jeudi 19 Mars 1931 — [1699, 132, 1852, 153]
coupon-name: — nos 80.001 à 100.000, jouis. cour. coupon du 15 Septembre 1930 — [92, 1655, 429, 1669]
convocation-item: 30 Mars 1931, 11 heures, ordinaire. — Etablissements Gentil et Bourdet, Hôtel des Ingénieurs Civils, 19, rue Blanche, Paris. Dépôt des titres : 5 jours avant l'Assemblée, au siège social, 189, rue du Vieux-Pont-de-Sèvres, Boulogne-sur-Seine, ou la Banque Nationale de Crédit. — [1261, 1195, 1818, 1241]
paragraph: Elle se borne à constater les cours auxquels ces titres se négocient sur le Marché. — [81, 299, 506, 314]
paragraph: Les actions des Sociétés françaises (à l'exclusion des parts, bons ou obligations) doivent, s'il y a lieu, être revêtues des estampilles d'augmentation de capital ou de réduction de valeur nominale, faute de quoi, elles peuvent être refusées dans les livraisons. — [81, 333, 645, 379]
notice-number: N° 3685 — [664, 1820, 706, 1834]
coupon-name: Foncière Nord de la France, 4 %, c. 38 — [92, 1723, 283, 1738]
convocation-item: 30 Mars 1931, 14 heures, ordinaire. — Union Hôtelière Parisienne, à l'Hôtel Majestic, 19, avenue Kléber, Paris. Dépôt des titres : 5 jours avant l'Assemblée, au siège social, 1, place Vendôme, Paris. — [1261, 1247, 1818, 1277]
coupon-brut: 17 50 — [545, 1879, 573, 1893]
coupon-brut: 12 50 — [545, 1738, 573, 1752]
coupon-name: La Brosse, c. 9 — [92, 1560, 166, 1574]
notice-text: Ville de Naples 5 %. — Les titres de cet emprunt doivent être adressés, dès à présent, à la « Tesoreria Comunale » à Naples, où il sera procédé à leur renouvellement. Cet envoi peut être effectué par l'intermédiaire de la « Banco di Napoli ». A partir du 1er Avril 1931, les livraisons devront se faire en titres munis de la nouvelle feuille de coupons (1931 à 1979). — [664, 1838, 1229, 1899]
coupon-name: Victoria Currallinho 5 %, jouis. cour., c. 15 Déc. 1930 — [92, 1669, 360, 1684]
coupon-name: Etoile Foncière, c. 3 — [92, 1530, 192, 1544]
divider — [889, 1069, 1004, 1070]
